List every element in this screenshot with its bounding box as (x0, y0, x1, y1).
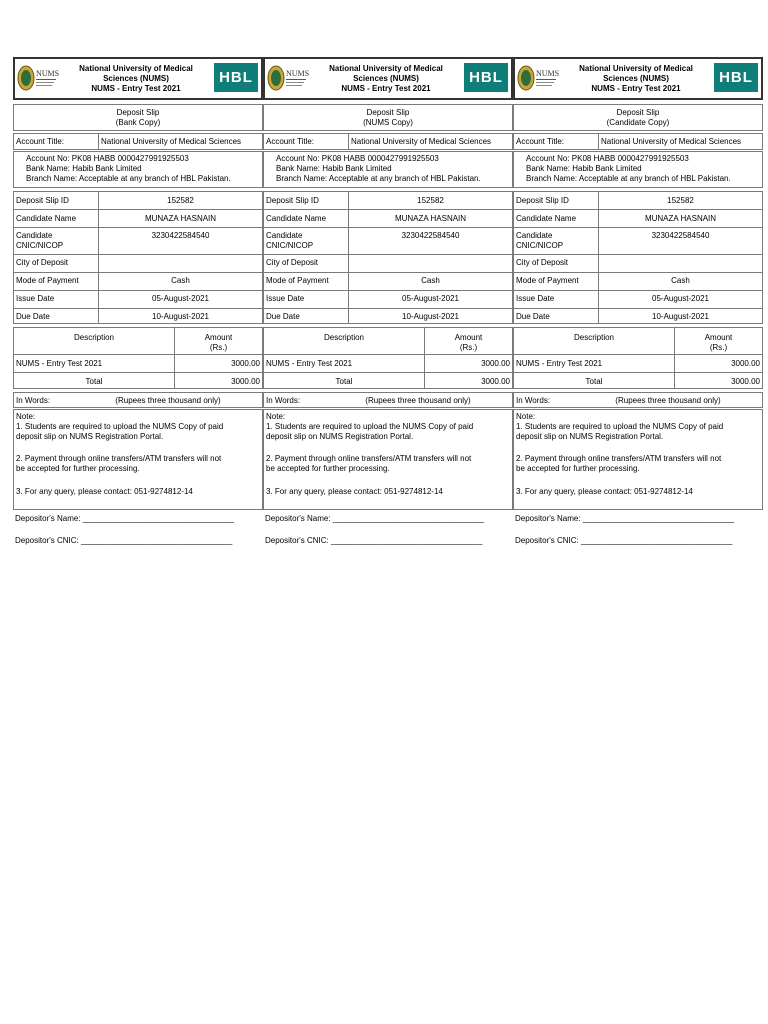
note-1b: deposit slip on NUMS Registration Portal. (266, 432, 414, 441)
note-3: 3. For any query, please contact: 051-9274812-14 (266, 487, 443, 496)
in-words-value: (Rupees three thousand only) (615, 396, 721, 405)
depositor-cnic: Depositor's CNIC: __________________________________ (265, 536, 483, 545)
due-date-label: Due Date (16, 312, 50, 321)
slip-copy-type: (Bank Copy) (115, 118, 161, 127)
total-amount: 3000.00 (231, 377, 260, 386)
slip-copy-type: (NUMS Copy) (363, 118, 413, 127)
amount-header: Amount (Rs.) (454, 333, 483, 352)
org-title: National University of Medical Sciences (NUMS) NUMS - Entry Test 2021 (579, 64, 693, 93)
note-2b: be accepted for further processing. (516, 464, 640, 473)
slip-header (513, 57, 763, 100)
payment-mode-value: Cash (671, 276, 690, 285)
slip-title-text: Deposit Slip (366, 108, 410, 117)
candidate-name-value: MUNAZA HASNAIN (644, 214, 717, 223)
total-label: Total (85, 377, 103, 386)
account-title-row (13, 133, 263, 150)
nums-logo (517, 62, 559, 94)
in-words-value: (Rupees three thousand only) (365, 396, 471, 405)
item-description: NUMS - Entry Test 2021 (516, 359, 603, 368)
in-words-row (13, 392, 263, 408)
note-label: Note: (16, 412, 36, 421)
slip-id-label: Deposit Slip ID (266, 196, 319, 205)
total-label: Total (585, 377, 603, 386)
amount-table (13, 327, 263, 389)
slip-id-label: Deposit Slip ID (16, 196, 69, 205)
issue-date-label: Issue Date (266, 294, 305, 303)
hbl-logo: HBL (464, 63, 508, 92)
account-details (513, 151, 763, 188)
payment-mode-label: Mode of Payment (16, 276, 79, 285)
cnic-value: 3230422584540 (651, 231, 710, 240)
payment-mode-label: Mode of Payment (266, 276, 329, 285)
slip-copy-type: (Candidate Copy) (606, 118, 670, 127)
description-header: Description (323, 333, 364, 342)
deposit-slip-3 (513, 57, 763, 553)
item-amount: 3000.00 (481, 359, 510, 368)
nums-logo-text: NUMS (36, 69, 59, 78)
note-box (263, 409, 513, 510)
branch-name: Branch Name: Acceptable at any branch of HBL Pakistan. (276, 174, 481, 183)
note-1b: deposit slip on NUMS Registration Portal. (16, 432, 164, 441)
issue-date-label: Issue Date (516, 294, 555, 303)
slip-title-text: Deposit Slip (616, 108, 660, 117)
candidate-name-label: Candidate Name (16, 214, 77, 223)
city-label: City of Deposit (516, 258, 569, 267)
bank-name: Bank Name: Habib Bank Limited (276, 164, 392, 173)
details-table (13, 191, 263, 324)
total-amount: 3000.00 (481, 377, 510, 386)
in-words-label: In Words: (516, 396, 551, 405)
note-label: Note: (266, 412, 286, 421)
account-title-row (263, 133, 513, 150)
nums-logo (17, 62, 59, 94)
nums-logo-text: NUMS (286, 69, 309, 78)
item-amount: 3000.00 (731, 359, 760, 368)
city-label: City of Deposit (16, 258, 69, 267)
slip-id-value: 152582 (667, 196, 694, 205)
account-title-value: National University of Medical Sciences (101, 137, 242, 146)
payment-mode-label: Mode of Payment (516, 276, 579, 285)
description-header: Description (573, 333, 614, 342)
nums-logo-text: NUMS (536, 69, 559, 78)
details-table (263, 191, 513, 324)
depositor-cnic: Depositor's CNIC: __________________________________ (15, 536, 233, 545)
slip-header (13, 57, 263, 100)
depositor-name: Depositor's Name: __________________________________ (265, 514, 485, 523)
note-2a: 2. Payment through online transfers/ATM transfers will not (16, 454, 222, 463)
account-title-label: Account Title: (266, 137, 315, 146)
hbl-logo: HBL (214, 63, 258, 92)
note-box (13, 409, 263, 510)
branch-name: Branch Name: Acceptable at any branch of HBL Pakistan. (26, 174, 231, 183)
slip-title (513, 104, 763, 131)
note-box (513, 409, 763, 510)
description-header: Description (73, 333, 114, 342)
in-words-label: In Words: (266, 396, 301, 405)
slip-title (13, 104, 263, 131)
slip-title-text: Deposit Slip (116, 108, 160, 117)
issue-date-label: Issue Date (16, 294, 55, 303)
note-2a: 2. Payment through online transfers/ATM transfers will not (266, 454, 472, 463)
candidate-name-value: MUNAZA HASNAIN (394, 214, 467, 223)
cnic-label: Candidate CNIC/NICOP (266, 231, 314, 250)
payment-mode-value: Cash (171, 276, 190, 285)
issue-date-value: 05-August-2021 (652, 294, 709, 303)
issue-date-value: 05-August-2021 (402, 294, 459, 303)
account-number: Account No: PK08 HABB 0000427991925503 (526, 154, 689, 163)
deposit-slip-2 (263, 57, 513, 553)
slip-id-value: 152582 (167, 196, 194, 205)
account-details (263, 151, 513, 188)
in-words-label: In Words: (16, 396, 51, 405)
bank-name: Bank Name: Habib Bank Limited (526, 164, 642, 173)
slip-id-label: Deposit Slip ID (516, 196, 569, 205)
note-2b: be accepted for further processing. (16, 464, 140, 473)
item-amount: 3000.00 (231, 359, 260, 368)
account-title-label: Account Title: (16, 137, 65, 146)
total-amount: 3000.00 (731, 377, 760, 386)
due-date-value: 10-August-2021 (402, 312, 459, 321)
payment-mode-value: Cash (421, 276, 440, 285)
org-title: National University of Medical Sciences (NUMS) NUMS - Entry Test 2021 (329, 64, 443, 93)
depositor-name: Depositor's Name: __________________________________ (515, 514, 735, 523)
bank-name: Bank Name: Habib Bank Limited (26, 164, 142, 173)
note-2a: 2. Payment through online transfers/ATM transfers will not (516, 454, 722, 463)
note-3: 3. For any query, please contact: 051-9274812-14 (516, 487, 693, 496)
due-date-value: 10-August-2021 (152, 312, 209, 321)
candidate-name-label: Candidate Name (516, 214, 577, 223)
note-2b: be accepted for further processing. (266, 464, 390, 473)
details-table (513, 191, 763, 324)
total-label: Total (335, 377, 353, 386)
deposit-slip-1 (13, 57, 263, 553)
note-1b: deposit slip on NUMS Registration Portal. (516, 432, 664, 441)
account-number: Account No: PK08 HABB 0000427991925503 (26, 154, 189, 163)
cnic-label: Candidate CNIC/NICOP (16, 231, 64, 250)
amount-table (263, 327, 513, 389)
issue-date-value: 05-August-2021 (152, 294, 209, 303)
account-title-row (513, 133, 763, 150)
in-words-value: (Rupees three thousand only) (115, 396, 221, 405)
slip-id-value: 152582 (417, 196, 444, 205)
amount-header: Amount (Rs.) (704, 333, 733, 352)
slip-header (263, 57, 513, 100)
hbl-logo: HBL (714, 63, 758, 92)
cnic-label: Candidate CNIC/NICOP (516, 231, 564, 250)
depositor-cnic: Depositor's CNIC: __________________________________ (515, 536, 733, 545)
note-label: Note: (516, 412, 536, 421)
org-title: National University of Medical Sciences (NUMS) NUMS - Entry Test 2021 (79, 64, 193, 93)
candidate-name-label: Candidate Name (266, 214, 327, 223)
amount-header: Amount (Rs.) (204, 333, 233, 352)
note-1a: 1. Students are required to upload the NUMS Copy of paid (16, 422, 224, 431)
candidate-name-value: MUNAZA HASNAIN (144, 214, 217, 223)
item-description: NUMS - Entry Test 2021 (266, 359, 353, 368)
in-words-row (513, 392, 763, 408)
account-title-value: National University of Medical Sciences (351, 137, 492, 146)
deposit-slips (13, 57, 763, 553)
amount-table (513, 327, 763, 389)
in-words-row (263, 392, 513, 408)
nums-logo (267, 62, 309, 94)
depositor-name: Depositor's Name: __________________________________ (15, 514, 235, 523)
due-date-label: Due Date (516, 312, 550, 321)
note-1a: 1. Students are required to upload the NUMS Copy of paid (266, 422, 474, 431)
account-title-value: National University of Medical Sciences (601, 137, 742, 146)
slip-title (263, 104, 513, 131)
account-number: Account No: PK08 HABB 0000427991925503 (276, 154, 439, 163)
account-title-label: Account Title: (516, 137, 565, 146)
branch-name: Branch Name: Acceptable at any branch of HBL Pakistan. (526, 174, 731, 183)
due-date-label: Due Date (266, 312, 300, 321)
note-3: 3. For any query, please contact: 051-9274812-14 (16, 487, 193, 496)
item-description: NUMS - Entry Test 2021 (16, 359, 103, 368)
cnic-value: 3230422584540 (151, 231, 210, 240)
cnic-value: 3230422584540 (401, 231, 460, 240)
due-date-value: 10-August-2021 (652, 312, 709, 321)
city-label: City of Deposit (266, 258, 319, 267)
account-details (13, 151, 263, 188)
note-1a: 1. Students are required to upload the NUMS Copy of paid (516, 422, 724, 431)
